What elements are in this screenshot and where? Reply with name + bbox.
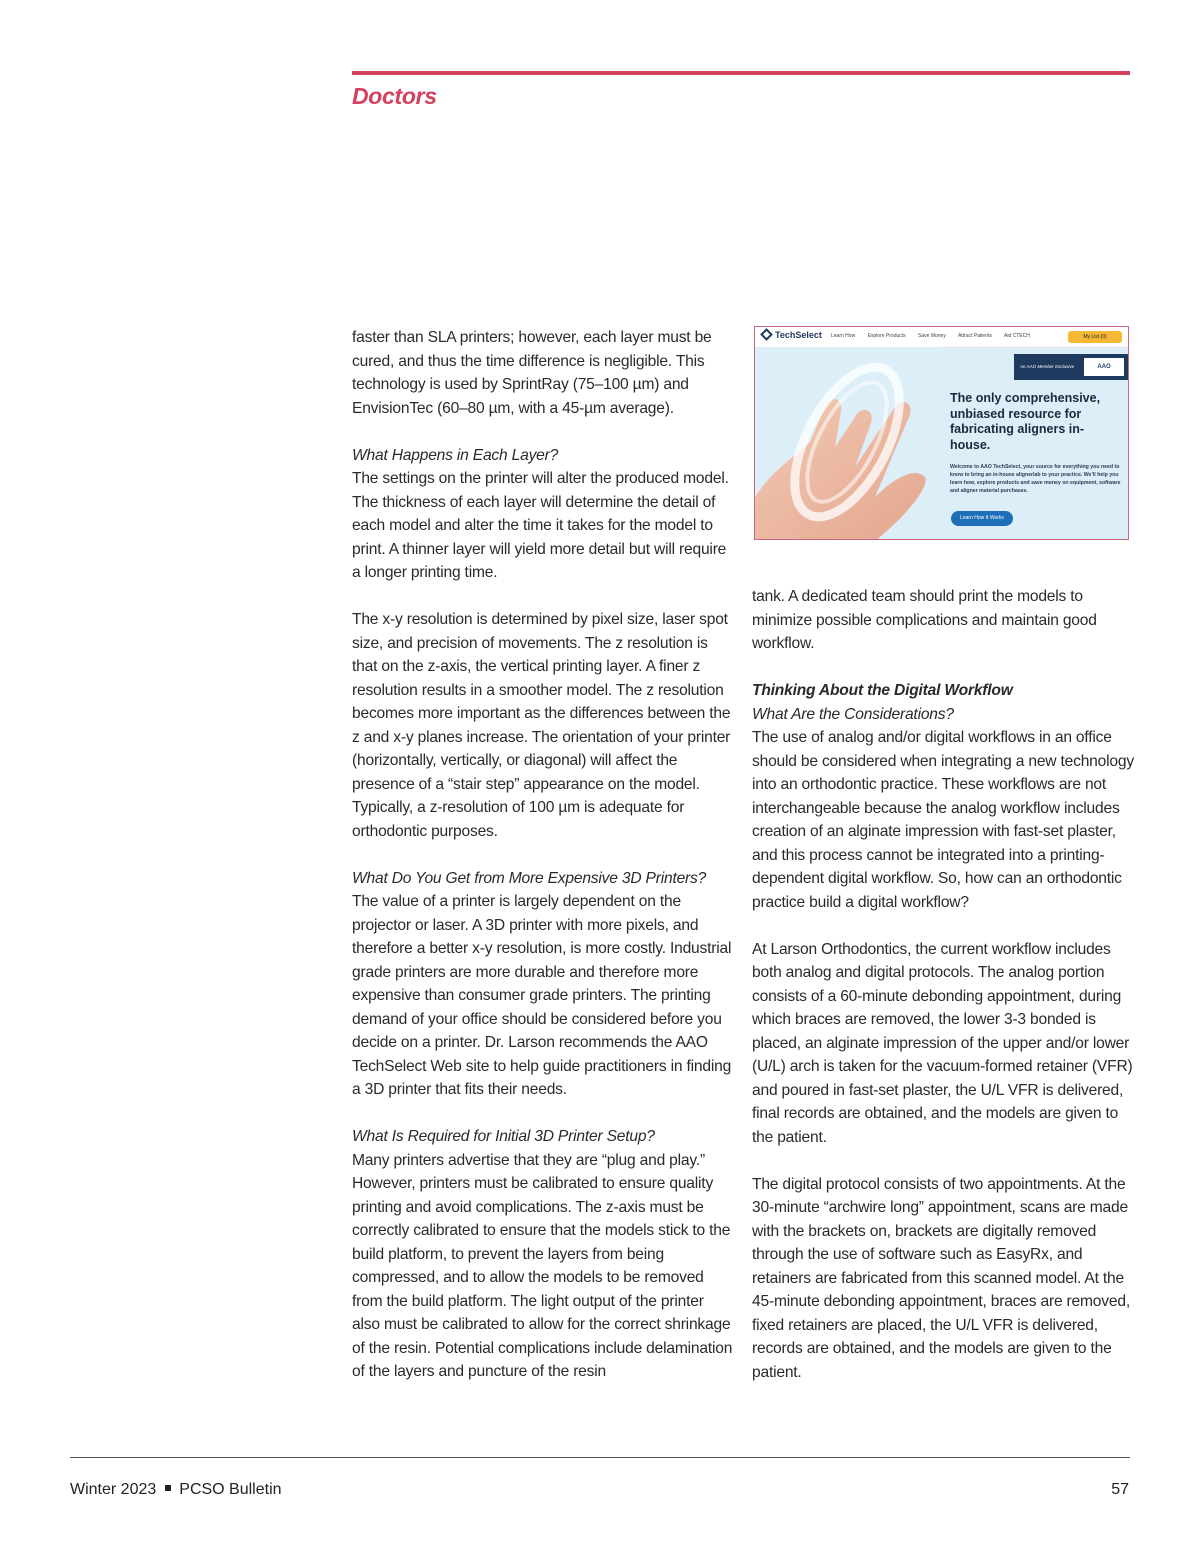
techselect-logo: TechSelect (762, 330, 822, 340)
paragraph-text: The x-y resolution is determined by pixel size, laser spot size, and precision of movements. The z resolution is that on the z-axis, the vertical printing layer. A finer z resolution results in a smoother model. The z resolution becomes more important as the differences between the z and x-y planes increase. The orientation of your printer (horizontally, vertically, or diagonal) will affect the presence of a “stair step” appearance on the model. Typically, a z-resolution of 100 µm is adequate for orthodontic purposes. (352, 611, 731, 840)
paragraph-text: The settings on the printer will alter the produced model. The thickness of each layer will determine the detail of each model and alter the time it takes for the model to print. A thinner layer will yield more detail but will require a longer printing time. (352, 470, 729, 581)
paragraph-text: faster than SLA printers; however, each layer must be cured, and thus the time difference is negligible. This technology is used by SprintRay (75–100 µm) and EnvisionTec (60–80 µm, with a 45-µm average). (352, 329, 712, 417)
promo-nav-link: Attract Patients (957, 333, 992, 339)
promo-nav-links (831, 333, 1041, 339)
footer-rule (70, 1457, 1130, 1458)
promo-navbar (755, 327, 1128, 348)
paragraph (352, 608, 734, 843)
promo-headline: The only comprehensive, unbiased resource for fabricating aligners in-house. (950, 391, 1101, 452)
paragraph-text: The value of a printer is largely dependent on the projector or laser. A 3D printer with more pixels, and therefore a better x-y resolution, is more costly. Industrial grade printers are more durable and therefore more expensive than consumer grade printers. The printing demand of your office should be considered before you decide on a printer. Dr. Larson recommends the AAO TechSelect Web site to help guide practitioners in finding a 3D printer that fits their needs. (352, 893, 732, 1098)
paragraph-text: At Larson Orthodontics, the current workflow includes both analog and digital protocols. The analog portion consists of a 60-minute debonding appointment, during which braces are removed, the lower 3-3 bonded is placed, an alginate impression of the upper and/or lower (U/L) arch is taken for the vacuum-formed retainer (VFR) and poured in fast-set plaster, the U/L VFR is delivered, final records are obtained, and the models are given to the patient. (752, 940, 1133, 1146)
paragraph (752, 1173, 1137, 1385)
paragraph (752, 585, 1137, 656)
paragraph (752, 679, 1137, 914)
left-column (352, 326, 734, 1407)
footer-season: Winter 2023 (70, 1481, 157, 1498)
subheading: What Happens in Each Layer? (352, 446, 559, 464)
section-heading: Thinking About the Digital Workflow (752, 682, 1013, 699)
paragraph (352, 444, 734, 585)
promo-list-button: My List (0) (1068, 331, 1122, 343)
footer-publication (70, 1481, 282, 1499)
aao-logo: AAO (1084, 358, 1124, 376)
subheading: What Is Required for Initial 3D Printer Setup? (352, 1128, 655, 1145)
paragraph (352, 1125, 734, 1384)
paragraph-text: The use of analog and/or digital workflows in an office should be considered when integrating a new technology into an orthodontic practice. These workflows are not interchangeable because the analog workflow includes creation of an alginate impression with fast-set plaster, and this process cannot be integrated into a printing-dependent digital workflow. So, how can an orthodontic practice build a digital workflow? (752, 729, 1134, 911)
paragraph-text: Many printers advertise that they are “plug and play.” However, printers must be calibrated to ensure quality printing and avoid complications. The z-axis must be correctly calibrated to ensure that the models stick to the build platform, to prevent the layers from being compressed, and to allow the models to be removed from the build platform. The light output of the printer also must be calibrated to allow for the correct shrinkage of the resin. Potential complications include delamination of the layers and puncture of the resin (352, 1151, 733, 1380)
logo-icon (760, 328, 773, 341)
subheading: What Do You Get from More Expensive 3D Printers? (352, 869, 707, 887)
techselect-screenshot (754, 326, 1129, 540)
promo-cta-button: Learn How It Works (951, 511, 1013, 526)
hand-holding-aligner-image (755, 347, 940, 540)
footer-title: PCSO Bulletin (179, 1481, 282, 1498)
right-column (752, 585, 1137, 1408)
member-banner: An AAO Member Exclusive AAO (1014, 354, 1128, 380)
square-bullet-icon (165, 1485, 171, 1491)
paragraph-text: The digital protocol consists of two appointments. At the 30-minute “archwire long” appointment, scans are made with the brackets on, brackets are digitally removed through the use of software such as EasyRx, and retainers are fabricated from this scanned model. At the 45-minute debonding appointment, braces are removed, fixed retainers are placed, the U/L VFR is delivered, records are obtained, and the models are given to the patient. (752, 1175, 1130, 1381)
promo-nav-link: Save Money (918, 333, 946, 339)
paragraph-text: tank. A dedicated team should print the models to minimize possible complications and maintain good workflow. (752, 588, 1097, 652)
header-rule (352, 71, 1130, 75)
promo-nav-link: Explore Products (867, 333, 906, 339)
promo-nav-link: Aid CTECH (1004, 333, 1030, 339)
section-title: Doctors (352, 83, 437, 109)
subheading: What Are the Considerations? (752, 705, 954, 723)
paragraph (352, 326, 734, 420)
page-number: 57 (1111, 1481, 1129, 1498)
promo-blurb: Welcome to AAO TechSelect, your source for everything you need to know to bring an in-house alignerlab to your practice. We’ll help you learn how, explore products and save money on equipment, software and aligner material purchases. (950, 464, 1121, 494)
paragraph (752, 938, 1137, 1150)
promo-nav-link: Learn How (831, 333, 856, 339)
paragraph (352, 867, 734, 1102)
